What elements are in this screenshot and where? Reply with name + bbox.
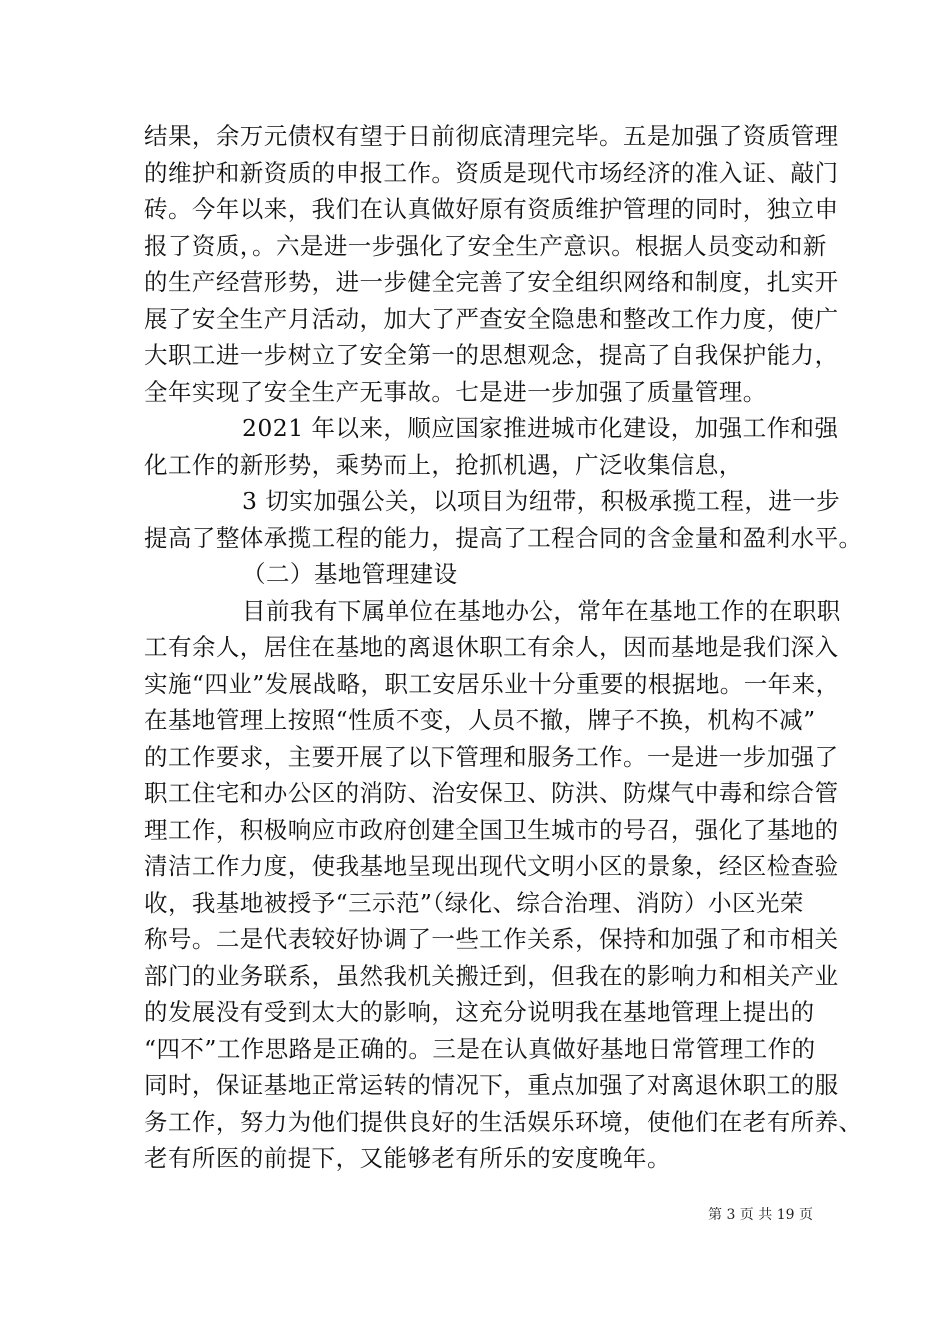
body-line: 化工作的新形势，乘势而上，抢抓机遇，广泛收集信息， [144,450,743,479]
body-line: 的发展没有受到太大的影响，这充分说明我在基地管理上提出的 [144,998,815,1026]
body-line: 展了安全生产月活动，加大了严查安全隐患和整改工作力度，使广 [144,304,839,333]
body-line: 全年实现了安全生产无事故。七是进一步加强了质量管理。 [144,377,767,406]
page-number: 第 3 页 共 19 页 [708,1207,813,1223]
body-line: 实施“四业”发展战略，职工安居乐业十分重要的根据地。一年来， [144,669,840,698]
section-heading: （二）基地管理建设 [242,560,458,588]
body-line: 收，我基地被授予“三示范”（绿化、综合治理、消防）小区光荣 [144,888,804,917]
body-line: 同时，保证基地正常运转的情况下，重点加强了对离退休职工的服 [144,1071,839,1099]
body-line: 的生产经营形势，进一步健全完善了安全组织网络和制度，扎实开 [144,268,839,296]
body-line: 理工作，积极响应市政府创建全国卫生城市的号召，强化了基地的 [144,815,839,844]
body-line: 砖。今年以来，我们在认真做好原有资质维护管理的同时，独立申 [144,195,839,223]
body-line: “四不”工作思路是正确的。三是在认真做好基地日常管理工作的 [144,1034,816,1063]
body-line: 提高了整体承揽工程的能力，提高了工程合同的含金量和盈利水平。 [144,523,863,552]
body-line: 的维护和新资质的申报工作。资质是现代市场经济的准入证、敲门 [144,158,839,187]
body-line: 结果，余万元债权有望于日前彻底清理完毕。五是加强了资质管理 [144,122,839,150]
paragraph-start-line: 3 切实加强公关，以项目为纽带，积极承揽工程，进一步 [242,487,841,515]
body-line: 大职工进一步树立了安全第一的思想观念，提高了自我保护能力， [144,341,839,369]
body-line: 的工作要求，主要开展了以下管理和服务工作。一是进一步加强了 [144,742,839,771]
paragraph-start-line: 目前我有下属单位在基地办公，常年在基地工作的在职职 [242,596,841,625]
body-line: 清洁工作力度，使我基地呈现出现代文明小区的景象，经区检查验 [144,852,839,880]
body-line: 职工住宅和办公区的消防、治安保卫、防洪、防煤气中毒和综合管 [144,779,839,807]
body-line: 称号。二是代表较好协调了一些工作关系，保持和加强了和市相关 [144,925,839,953]
body-line: 工有余人，居住在基地的离退休职工有余人，因而基地是我们深入 [144,633,839,661]
body-line: 在基地管理上按照“性质不变，人员不撤，牌子不换，机构不减” [144,706,816,734]
body-line: 务工作，努力为他们提供良好的生活娱乐环境，使他们在老有所养、 [144,1107,863,1136]
paragraph-start-line: 2021 年以来，顺应国家推进城市化建设，加强工作和强 [242,414,839,442]
body-line: 报了资质，。六是进一步强化了安全生产意识。根据人员变动和新 [144,231,827,260]
body-line: 老有所医的前提下，又能够老有所乐的安度晚年。 [144,1144,671,1172]
document-body [144,118,863,1177]
body-line: 部门的业务联系，虽然我机关搬迁到，但我在的影响力和相关产业 [144,961,839,990]
